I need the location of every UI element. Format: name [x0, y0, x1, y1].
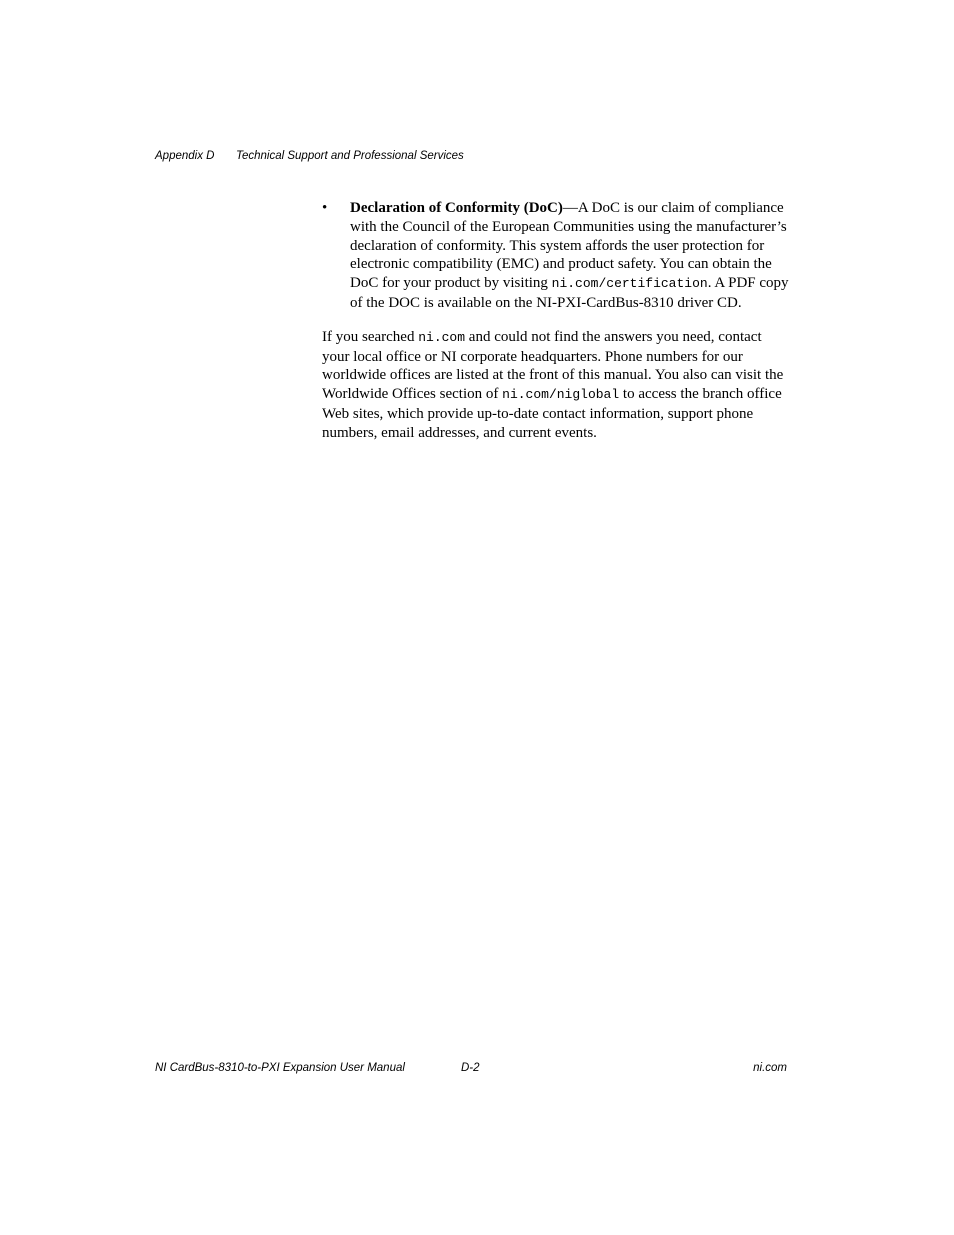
- paragraph-text-3: to access the branch office Web sites, which provide up-to-date contact information, support phone numbers, email addresses, and current events.: [322, 386, 782, 441]
- certification-link[interactable]: ni.com/certification: [551, 276, 708, 292]
- ni-com-link[interactable]: ni.com: [418, 329, 466, 345]
- bullet-term: Declaration of Conformity (DoC): [350, 200, 563, 216]
- page-content: [322, 199, 792, 443]
- header-chapter: Appendix D: [155, 150, 215, 162]
- footer-page-number: D-2: [461, 1062, 480, 1074]
- paragraph-text-2: and could not find the answers you need, contact your local office or NI corporate headquarters. Phone numbers for our worldwide offices are listed at the front of this manual. You also can visit the Worldwide Offices section of: [322, 328, 784, 403]
- paragraph-text-1: If you searched: [322, 328, 419, 345]
- bullet-text-2: . A PDF copy of the DOC is available on the NI-PXI-CardBus-8310 driver CD.: [350, 275, 789, 311]
- running-header: [155, 150, 464, 162]
- bullet-text-1: —A DoC is our claim of compliance with the Council of the European Communities using the manufacturer’s declaration of conformity. This system affords the user protection for electronic compatibility (EMC) and product safety. You can obtain the DoC for your product by visiting: [350, 200, 787, 292]
- footer-manual-title: NI CardBus-8310-to-PXI Expansion User Manual: [155, 1062, 405, 1074]
- footer-site: ni.com: [753, 1062, 787, 1074]
- niglobal-link[interactable]: ni.com/niglobal: [502, 387, 620, 403]
- bullet-marker: •: [322, 200, 328, 216]
- support-paragraph: [322, 328, 792, 443]
- doc-bullet-item: [322, 199, 792, 313]
- header-title: Technical Support and Professional Services: [236, 150, 464, 162]
